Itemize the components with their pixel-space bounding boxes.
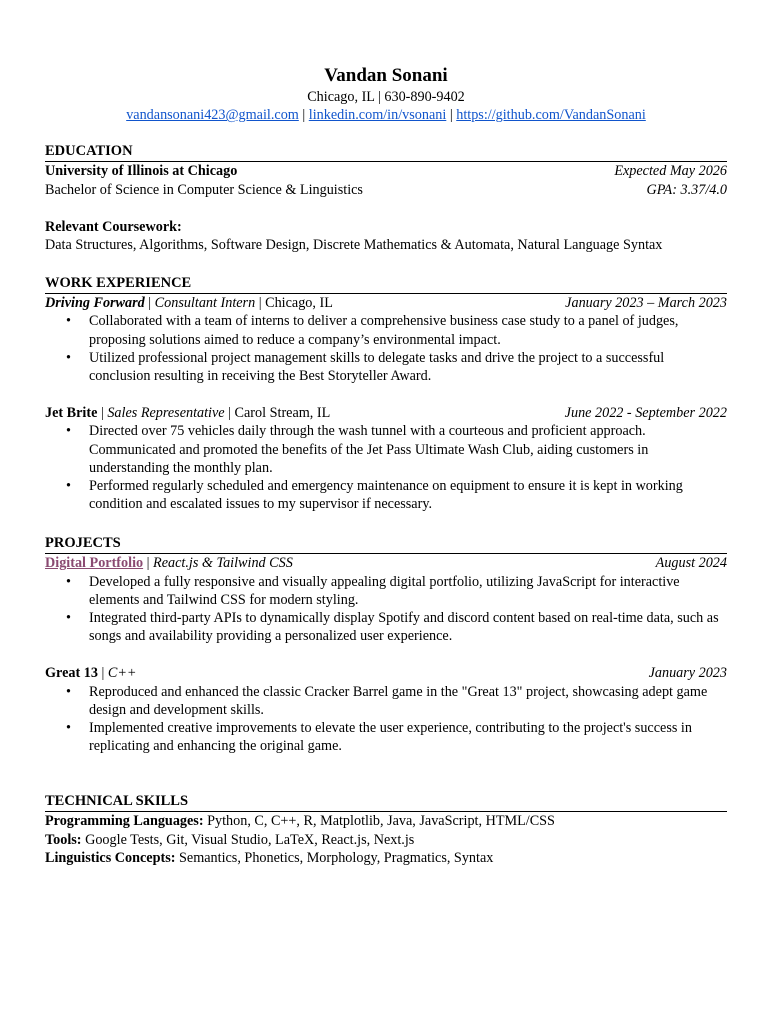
contact-line-location	[45, 88, 727, 106]
job-role: Sales Representative	[107, 405, 225, 422]
skills-row-tools	[45, 831, 727, 849]
job-entry	[45, 294, 727, 385]
bullet-icon: •	[66, 478, 71, 495]
project-entry	[45, 664, 727, 755]
separator: |	[378, 89, 381, 105]
coursework-list: Data Structures, Algorithms, Software Design, Discrete Mathematics & Automata, Natural Language Syntax	[45, 237, 663, 254]
company-name: Jet Brite	[45, 405, 98, 422]
bullet-icon: •	[66, 573, 71, 590]
bullet-icon: •	[66, 720, 71, 737]
project-title-line	[45, 554, 293, 572]
job-dates: January 2023 – March 2023	[565, 295, 727, 312]
skills-label: Linguistics Concepts:	[45, 849, 176, 866]
separator: |	[258, 295, 262, 312]
school-name: University of Illinois at Chicago	[45, 163, 238, 180]
education-heading: EDUCATION	[45, 142, 727, 162]
job-role: Consultant Intern	[154, 295, 256, 312]
technical-skills-section	[45, 792, 727, 867]
list-item	[45, 573, 727, 609]
job-location: Chicago, IL	[265, 295, 333, 312]
project-tech: C++	[107, 665, 137, 682]
bullet-text: Developed a fully responsive and visually appealing digital portfolio, utilizing JavaScript for interactive elements and Tailwind CSS for modern styling.	[89, 573, 680, 608]
list-item	[45, 349, 727, 385]
job-title-line	[45, 294, 333, 312]
education-section	[45, 142, 727, 254]
bullet-text: Directed over 75 vehicles daily through the wash tunnel with a courteous and proficient approach. Communicated and promoted the benefits of the Jet Pass Ultimate Wash Club, aiding customers in understanding the monthly plan.	[89, 423, 649, 476]
separator: |	[449, 107, 453, 124]
separator: |	[101, 665, 105, 682]
separator: |	[302, 107, 306, 124]
separator: |	[228, 405, 231, 422]
list-item	[45, 422, 727, 477]
job-bullet-list	[45, 422, 727, 513]
list-item	[45, 609, 727, 645]
skills-label: Programming Languages:	[45, 813, 204, 830]
list-item	[45, 312, 727, 348]
bullet-text: Implemented creative improvements to elevate the user experience, contributing to the project's success in replicating and enhancing the original game.	[89, 720, 692, 755]
projects-section	[45, 534, 727, 755]
skills-value: Google Tests, Git, Visual Studio, LaTeX, React.js, Next.js	[85, 831, 415, 848]
job-location: Carol Stream, IL	[234, 405, 331, 422]
project-date: January 2023	[648, 665, 727, 682]
bullet-icon: •	[66, 349, 71, 366]
bullet-text: Integrated third-party APIs to dynamically display Spotify and discord content based on real-time data, such as songs and availability providing a personalized user experience.	[89, 610, 719, 645]
contact-line-links	[45, 106, 727, 124]
job-entry	[45, 404, 727, 513]
company-name: Driving Forward	[45, 295, 145, 312]
resume-header	[45, 64, 727, 124]
bullet-icon: •	[66, 423, 71, 440]
education-degree-row	[45, 181, 727, 199]
work-experience-heading: WORK EXPERIENCE	[45, 274, 727, 294]
skills-row-linguistics	[45, 849, 727, 867]
project-header-row	[45, 554, 727, 572]
job-title-line	[45, 404, 330, 422]
bullet-text: Utilized professional project management skills to delegate tasks and drive the project to a successful conclusion resulting in receiving the Best Storyteller Award.	[89, 349, 665, 385]
skills-label: Tools:	[45, 831, 82, 848]
skills-value: Semantics, Phonetics, Morphology, Pragmatics, Syntax	[179, 849, 494, 866]
location-text: Chicago, IL	[307, 89, 375, 105]
project-bullet-list	[45, 683, 727, 756]
separator: |	[146, 555, 150, 572]
project-bullet-list	[45, 573, 727, 646]
technical-skills-heading: TECHNICAL SKILLS	[45, 792, 727, 812]
skills-value: Python, C, C++, R, Matplotlib, Java, JavaScript, HTML/CSS	[207, 813, 555, 830]
work-experience-section	[45, 274, 727, 513]
linkedin-link[interactable]: linkedin.com/in/vsonani	[308, 107, 447, 124]
job-dates: June 2022 - September 2022	[564, 405, 727, 422]
coursework-label: Relevant Coursework:	[45, 218, 182, 235]
separator: |	[100, 405, 104, 422]
phone-text: 630-890-9402	[384, 89, 465, 105]
project-tech: React.js & Tailwind CSS	[153, 555, 293, 572]
list-item	[45, 719, 727, 755]
project-link-digital-portfolio[interactable]: Digital Portfolio	[45, 555, 144, 572]
job-header-row	[45, 404, 727, 422]
project-header-row	[45, 664, 727, 682]
resume-page	[45, 64, 727, 867]
degree-name: Bachelor of Science in Computer Science & Linguistics	[45, 181, 363, 198]
list-item	[45, 477, 727, 513]
bullet-text: Collaborated with a team of interns to deliver a comprehensive business case study to a panel of judges, proposing solutions aimed to reduce a company’s environmental impact.	[89, 313, 679, 348]
email-link[interactable]: vandansonani423@gmail.com	[126, 107, 299, 124]
project-name: Great 13	[45, 665, 98, 682]
projects-heading: PROJECTS	[45, 534, 727, 554]
separator: |	[148, 295, 152, 312]
list-item	[45, 683, 727, 719]
project-title-line	[45, 664, 137, 682]
bullet-icon: •	[66, 610, 71, 627]
coursework-block	[45, 218, 727, 254]
project-entry	[45, 554, 727, 645]
bullet-icon: •	[66, 313, 71, 330]
job-bullet-list	[45, 312, 727, 385]
project-date: August 2024	[655, 555, 727, 572]
education-school-row	[45, 162, 727, 180]
bullet-text: Performed regularly scheduled and emergency maintenance on equipment to ensure it is kept in working condition and escalated issues to my supervisor if necessary.	[89, 478, 683, 513]
bullet-text: Reproduced and enhanced the classic Cracker Barrel game in the "Great 13" project, showcasing adept game design and development skills.	[89, 683, 708, 718]
graduation-date: Expected May 2026	[614, 163, 727, 180]
github-link[interactable]: https://github.com/VandanSonani	[456, 107, 646, 124]
gpa-text: GPA: 3.37/4.0	[646, 181, 727, 198]
bullet-icon: •	[66, 683, 71, 700]
candidate-name: Vandan Sonani	[324, 65, 448, 86]
job-header-row	[45, 294, 727, 312]
skills-row-programming	[45, 812, 727, 830]
